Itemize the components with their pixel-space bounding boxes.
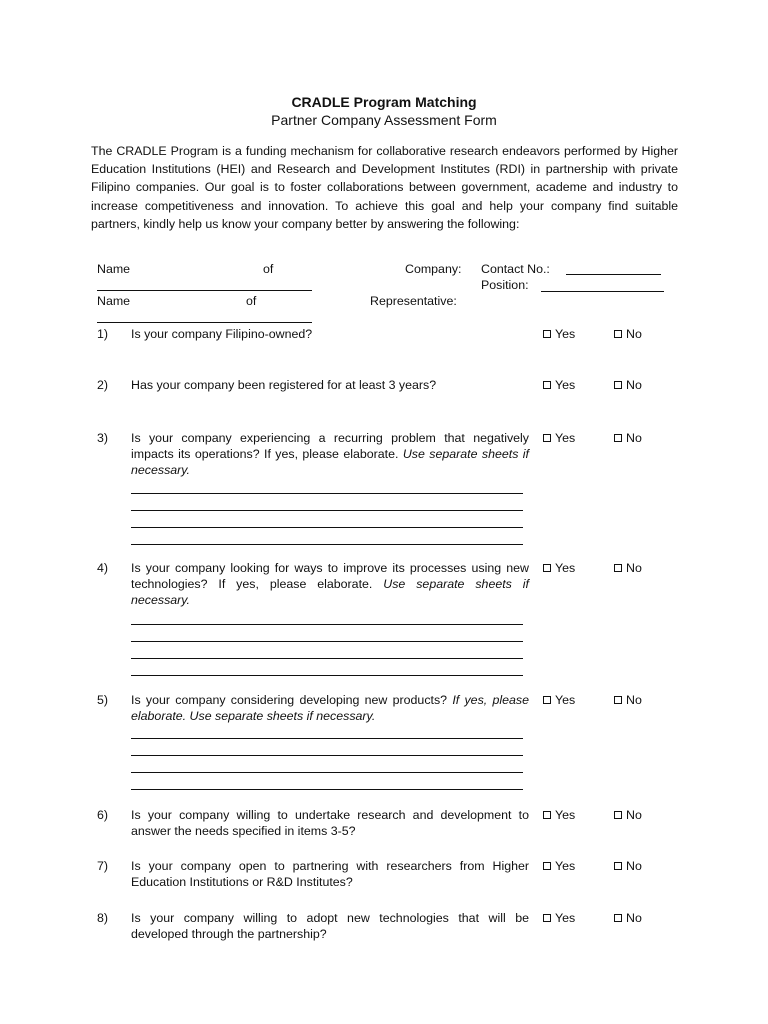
question-text: Is your company willing to adopt new technologies that will be developed through the partnership? [131, 911, 529, 941]
representative-name-field[interactable] [97, 322, 312, 323]
checkbox-icon[interactable] [543, 696, 551, 704]
yes-option[interactable]: Yes [543, 377, 575, 393]
checkbox-icon[interactable] [543, 564, 551, 572]
question-text: Is your company experiencing a recurring problem that negatively impacts its operations? If yes, please elaborate. Use separate sheets if necessary. [131, 431, 529, 477]
no-option[interactable]: No [614, 807, 642, 823]
question-number: 5) [97, 693, 109, 707]
question-number: 4) [97, 561, 109, 575]
checkbox-icon[interactable] [543, 811, 551, 819]
checkbox-icon[interactable] [543, 862, 551, 870]
question-text: Is your company open to partnering with researchers from Higher Education Institutions or R&D Institutes? [131, 859, 529, 889]
question-text: Is your company looking for ways to improve its processes using new technologies? If yes, please elaborate. Use separate sheets if necessary. [131, 561, 529, 607]
answer-line[interactable] [131, 544, 523, 545]
no-option[interactable]: No [614, 377, 642, 393]
answer-line[interactable] [131, 510, 523, 511]
form-title: CRADLE Program Matching [291, 94, 477, 110]
no-option[interactable]: No [614, 910, 642, 926]
answer-line[interactable] [131, 624, 523, 625]
yes-option[interactable]: Yes [543, 858, 575, 874]
contact-number-field[interactable] [566, 274, 661, 275]
intro-paragraph: The CRADLE Program is a funding mechanism for collaborative research endeavors performed by Higher Education Institutions (HEI) and Research and Development Institutes (RDI) in partnership with private Filipino companies. Our goal is to foster collaborations between government, academe and industry to increase competitiveness and innovation. To achieve this goal and help your company find suitable partners, kindly help us know your company better by answering the following: [91, 144, 678, 231]
answer-line[interactable] [131, 675, 523, 676]
checkbox-icon[interactable] [614, 330, 622, 338]
question-text: Is your company considering developing new products? If yes, please elaborate. Use separate sheets if necessary. [131, 693, 529, 723]
form-subtitle: Partner Company Assessment Form [271, 112, 497, 128]
contact-label: Contact No.: [481, 262, 550, 276]
yes-option[interactable]: Yes [543, 692, 575, 708]
yes-option[interactable]: Yes [543, 430, 575, 446]
answer-line[interactable] [131, 755, 523, 756]
answer-line[interactable] [131, 772, 523, 773]
checkbox-icon[interactable] [614, 696, 622, 704]
checkbox-icon[interactable] [614, 914, 622, 922]
name-label: Name [97, 262, 131, 276]
checkbox-icon[interactable] [614, 564, 622, 572]
answer-line[interactable] [131, 493, 523, 494]
no-option[interactable]: No [614, 560, 642, 576]
question-number: 2) [97, 378, 109, 392]
company-label: Company: [405, 262, 462, 276]
position-label: Position: [481, 278, 529, 292]
answer-line[interactable] [131, 527, 523, 528]
yes-option[interactable]: Yes [543, 807, 575, 823]
question-text: Has your company been registered for at least 3 years? [131, 378, 437, 392]
yes-option[interactable]: Yes [543, 326, 575, 342]
checkbox-icon[interactable] [543, 381, 551, 389]
answer-line[interactable] [131, 738, 523, 739]
of-label: of [263, 262, 274, 276]
question-text: Is your company Filipino-owned? [131, 327, 313, 341]
yes-option[interactable]: Yes [543, 910, 575, 926]
no-option[interactable]: No [614, 430, 642, 446]
representative-label: Representative: [370, 294, 457, 308]
checkbox-icon[interactable] [614, 381, 622, 389]
answer-line[interactable] [131, 658, 523, 659]
checkbox-icon[interactable] [543, 330, 551, 338]
company-name-field[interactable] [97, 290, 312, 291]
answer-line[interactable] [131, 641, 523, 642]
question-number: 7) [97, 859, 109, 873]
question-number: 6) [97, 808, 109, 822]
checkbox-icon[interactable] [543, 914, 551, 922]
yes-option[interactable]: Yes [543, 560, 575, 576]
question-number: 3) [97, 431, 109, 445]
position-field[interactable] [541, 291, 664, 292]
checkbox-icon[interactable] [614, 434, 622, 442]
checkbox-icon[interactable] [543, 434, 551, 442]
answer-line[interactable] [131, 789, 523, 790]
checkbox-icon[interactable] [614, 862, 622, 870]
checkbox-icon[interactable] [614, 811, 622, 819]
no-option[interactable]: No [614, 692, 642, 708]
question-number: 8) [97, 911, 109, 925]
no-option[interactable]: No [614, 326, 642, 342]
name-label-2: Name [97, 294, 131, 308]
no-option[interactable]: No [614, 858, 642, 874]
question-text: Is your company willing to undertake research and development to answer the needs specified in items 3-5? [131, 808, 529, 838]
of-label-2: of [246, 294, 257, 308]
question-number: 1) [97, 327, 109, 341]
